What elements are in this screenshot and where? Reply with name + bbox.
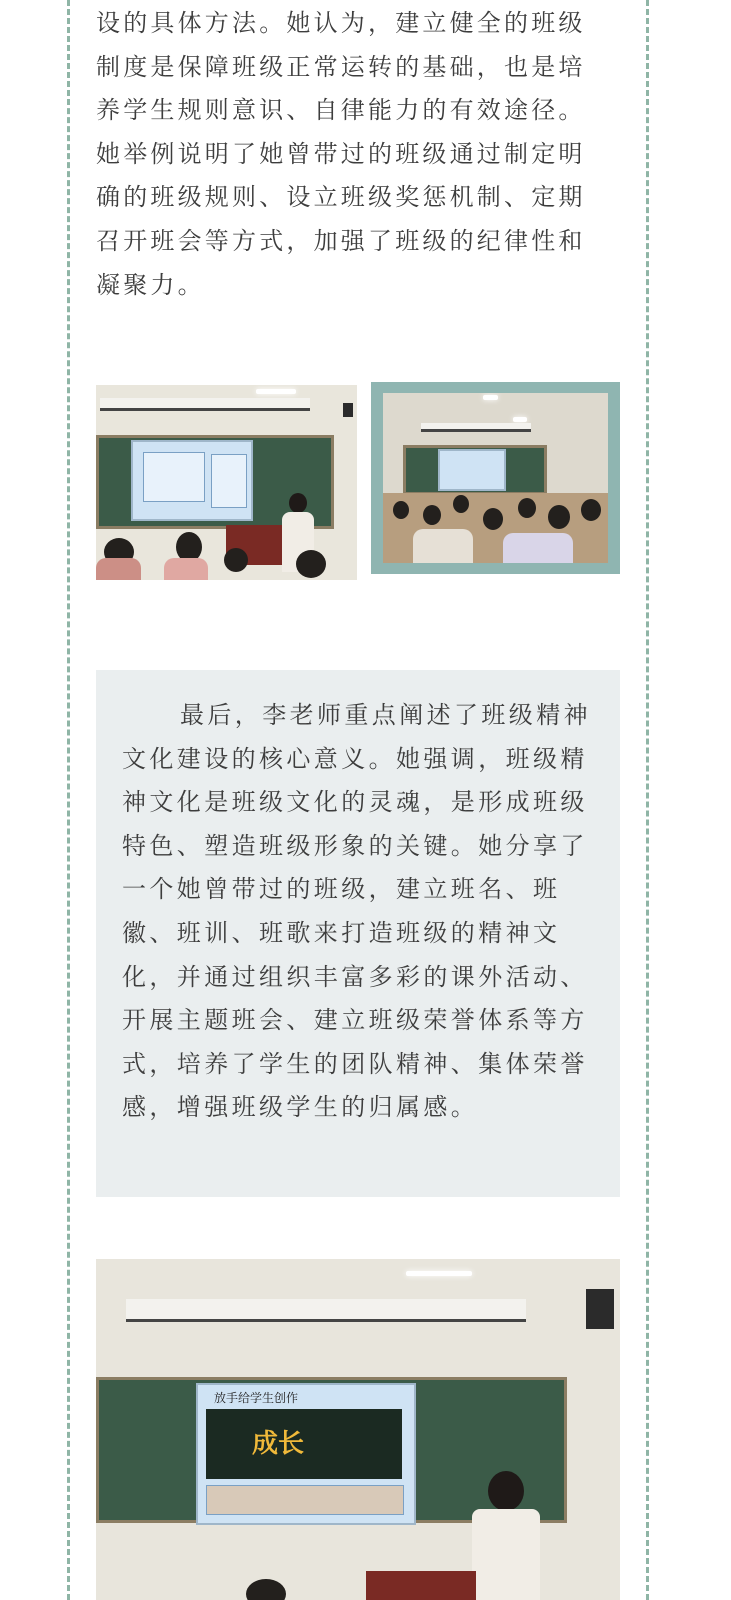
ceiling-light bbox=[483, 395, 498, 400]
projector-bar bbox=[100, 398, 310, 411]
projection-screen bbox=[438, 449, 506, 491]
slide-text-box bbox=[211, 454, 247, 508]
chalkboard-artwork bbox=[206, 1409, 402, 1479]
wall-speaker bbox=[343, 403, 353, 417]
ceiling-light bbox=[406, 1271, 472, 1276]
teacher-head bbox=[488, 1471, 524, 1511]
slide-diagram bbox=[143, 452, 205, 502]
classroom-photo-2[interactable] bbox=[383, 393, 608, 563]
slide-photo-strip bbox=[206, 1485, 404, 1515]
chalkboard-title: 成长 bbox=[252, 1429, 305, 1459]
student-head bbox=[246, 1579, 286, 1600]
ceiling-light bbox=[256, 389, 296, 394]
slide-title: 放手给学生创作 bbox=[214, 1391, 299, 1405]
teacher-body bbox=[472, 1509, 540, 1600]
projector-bar bbox=[421, 423, 531, 432]
article-paragraph-2: 最后，李老师重点阐述了班级精神文化建设的核心意义。她强调，班级精神文化是班级文化的灵魂，是形成班级特色、塑造班级形象的关键。她分享了一个她曾带过的班级，建立班名、班徽、班训、班歌来打造班级的精神文化，并通过组织丰富多彩的课外活动、开展主题班会、建立班级荣誉体系等方式，培养了学生的团队精神、集体荣誉感，增强班级学生的归属感。 bbox=[122, 701, 591, 1122]
classroom-photo-1[interactable] bbox=[96, 385, 357, 580]
students bbox=[383, 493, 608, 563]
projector-bar bbox=[126, 1299, 526, 1322]
ceiling-light bbox=[513, 417, 527, 422]
right-dashed-border bbox=[646, 0, 649, 1600]
projection-screen bbox=[131, 440, 253, 521]
students bbox=[96, 530, 357, 580]
podium bbox=[366, 1571, 476, 1600]
teacher-head bbox=[289, 493, 307, 513]
left-dashed-border bbox=[67, 0, 70, 1600]
article-paragraph-1: 设的具体方法。她认为，建立健全的班级 制度是保障班级正常运转的基础，也是培 养学生规则意识、自律能力的有效途径。 她举例说明了她曾带过的班级通过制定明 确的班级规则、设立班级奖惩机制、定期 召开班会等方式，加强了班级的纪律性和 凝聚力。 bbox=[96, 9, 586, 299]
classroom-photo-3[interactable] bbox=[96, 1259, 620, 1600]
wall-speaker bbox=[586, 1289, 614, 1329]
projection-screen bbox=[196, 1383, 416, 1525]
